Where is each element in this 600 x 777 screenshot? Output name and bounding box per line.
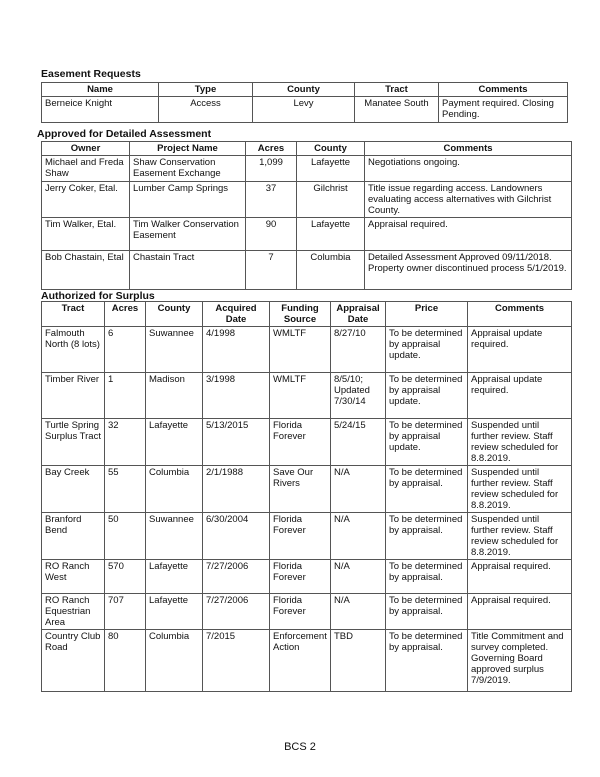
- approved-cell: Shaw Conservation Easement Exchange: [130, 156, 246, 182]
- surplus-cell: Florida Forever: [270, 594, 331, 630]
- approved-cell: 90: [246, 218, 297, 251]
- surplus-cell: Columbia: [146, 630, 203, 692]
- easement-cell: Payment required. Closing Pending.: [439, 97, 568, 123]
- surplus-cell: WMLTF: [270, 327, 331, 373]
- surplus-cell: Appraisal update required.: [468, 373, 572, 419]
- surplus-cell: 80: [105, 630, 146, 692]
- table-row: [42, 630, 572, 692]
- approved-cell: Detailed Assessment Approved 09/11/2018. Property owner discontinued process 5/1/2019.: [365, 251, 572, 290]
- surplus-cell: Florida Forever: [270, 513, 331, 560]
- surplus-cell: Timber River: [42, 373, 105, 419]
- approved-cell: Negotiations ongoing.: [365, 156, 572, 182]
- surplus-cell: To be determined by appraisal.: [386, 560, 468, 594]
- approved-cell: 37: [246, 182, 297, 218]
- approved-cell: Chastain Tract: [130, 251, 246, 290]
- surplus-cell: Suspended until further review. Staff review scheduled for 8.8.2019.: [468, 513, 572, 560]
- easement-requests-table: [41, 82, 568, 123]
- surplus-cell: 6/30/2004: [203, 513, 270, 560]
- easement-header-0: Name: [42, 83, 159, 97]
- surplus-cell: To be determined by appraisal update.: [386, 327, 468, 373]
- page-footer: BCS 2: [284, 741, 316, 753]
- table-row: [42, 218, 572, 251]
- authorized-surplus-table: [41, 301, 572, 692]
- surplus-cell: 8/27/10: [331, 327, 386, 373]
- surplus-cell: Suspended until further review. Staff review scheduled for 8.8.2019.: [468, 466, 572, 513]
- surplus-cell: Florida Forever: [270, 419, 331, 466]
- surplus-cell: 5/24/15: [331, 419, 386, 466]
- surplus-cell: Enforcement Action: [270, 630, 331, 692]
- approved-cell: 1,099: [246, 156, 297, 182]
- surplus-cell: Columbia: [146, 466, 203, 513]
- surplus-cell: 5/13/2015: [203, 419, 270, 466]
- easement-header-row: [42, 83, 568, 97]
- surplus-cell: Lafayette: [146, 594, 203, 630]
- surplus-cell: Turtle Spring Surplus Tract: [42, 419, 105, 466]
- surplus-cell: Appraisal update required.: [468, 327, 572, 373]
- approved-cell: Gilchrist: [297, 182, 365, 218]
- approved-cell: 7: [246, 251, 297, 290]
- surplus-cell: To be determined by appraisal.: [386, 466, 468, 513]
- approved-cell: Appraisal required.: [365, 218, 572, 251]
- approved-cell: Bob Chastain, Etal: [42, 251, 130, 290]
- surplus-cell: N/A: [331, 560, 386, 594]
- table-row: [42, 513, 572, 560]
- surplus-header-6: Price: [386, 302, 468, 327]
- table-row: [42, 560, 572, 594]
- surplus-cell: Suspended until further review. Staff review scheduled for 8.8.2019.: [468, 419, 572, 466]
- easement-cell: Berneice Knight: [42, 97, 159, 123]
- surplus-header-4: Funding Source: [270, 302, 331, 327]
- surplus-cell: 7/27/2006: [203, 594, 270, 630]
- surplus-cell: Country Club Road: [42, 630, 105, 692]
- approved-cell: Title issue regarding access. Landowners evaluating access alternatives with Gilchrist County.: [365, 182, 572, 218]
- approved-cell: Tim Walker, Etal.: [42, 218, 130, 251]
- surplus-cell: N/A: [331, 466, 386, 513]
- surplus-header-1: Acres: [105, 302, 146, 327]
- surplus-cell: RO Ranch West: [42, 560, 105, 594]
- easement-cell: Manatee South: [355, 97, 439, 123]
- surplus-cell: 8/5/10; Updated 7/30/14: [331, 373, 386, 419]
- easement-header-1: Type: [159, 83, 253, 97]
- surplus-cell: N/A: [331, 594, 386, 630]
- authorized-surplus-title: Authorized for Surplus: [41, 290, 155, 302]
- easement-header-4: Comments: [439, 83, 568, 97]
- approved-cell: Lumber Camp Springs: [130, 182, 246, 218]
- surplus-cell: Title Commitment and survey completed. Governing Board approved surplus 7/9/2019.: [468, 630, 572, 692]
- surplus-cell: Suwannee: [146, 513, 203, 560]
- approved-header-1: Project Name: [130, 142, 246, 156]
- surplus-header-3: Acquired Date: [203, 302, 270, 327]
- surplus-cell: 1: [105, 373, 146, 419]
- approved-header-row: [42, 142, 572, 156]
- surplus-cell: TBD: [331, 630, 386, 692]
- surplus-cell: 7/2015: [203, 630, 270, 692]
- surplus-cell: Appraisal required.: [468, 594, 572, 630]
- surplus-cell: 4/1998: [203, 327, 270, 373]
- table-row: [42, 182, 572, 218]
- surplus-cell: Appraisal required.: [468, 560, 572, 594]
- table-row: [42, 466, 572, 513]
- surplus-cell: 2/1/1988: [203, 466, 270, 513]
- surplus-cell: WMLTF: [270, 373, 331, 419]
- approved-header-3: County: [297, 142, 365, 156]
- surplus-cell: Lafayette: [146, 419, 203, 466]
- approved-cell: Michael and Freda Shaw: [42, 156, 130, 182]
- approved-assessment-title: Approved for Detailed Assessment: [37, 128, 212, 140]
- surplus-header-5: Appraisal Date: [331, 302, 386, 327]
- approved-header-4: Comments: [365, 142, 572, 156]
- surplus-cell: 32: [105, 419, 146, 466]
- surplus-cell: Lafayette: [146, 560, 203, 594]
- table-row: [42, 251, 572, 290]
- surplus-header-7: Comments: [468, 302, 572, 327]
- approved-cell: Lafayette: [297, 218, 365, 251]
- approved-header-2: Acres: [246, 142, 297, 156]
- surplus-cell: 570: [105, 560, 146, 594]
- surplus-cell: To be determined by appraisal.: [386, 630, 468, 692]
- surplus-cell: RO Ranch Equestrian Area: [42, 594, 105, 630]
- surplus-cell: 55: [105, 466, 146, 513]
- table-row: [42, 419, 572, 466]
- surplus-cell: N/A: [331, 513, 386, 560]
- easement-requests-title: Easement Requests: [41, 68, 141, 80]
- surplus-cell: Suwannee: [146, 327, 203, 373]
- surplus-cell: To be determined by appraisal.: [386, 513, 468, 560]
- table-row: [42, 327, 572, 373]
- surplus-cell: 6: [105, 327, 146, 373]
- surplus-cell: Save Our Rivers: [270, 466, 331, 513]
- table-row: [42, 594, 572, 630]
- surplus-cell: 50: [105, 513, 146, 560]
- approved-cell: Lafayette: [297, 156, 365, 182]
- surplus-cell: To be determined by appraisal.: [386, 594, 468, 630]
- surplus-cell: Bay Creek: [42, 466, 105, 513]
- approved-header-0: Owner: [42, 142, 130, 156]
- surplus-cell: To be determined by appraisal update.: [386, 419, 468, 466]
- surplus-cell: 3/1998: [203, 373, 270, 419]
- surplus-cell: 707: [105, 594, 146, 630]
- table-row: [42, 97, 568, 123]
- approved-cell: Tim Walker Conservation Easement: [130, 218, 246, 251]
- approved-cell: Jerry Coker, Etal.: [42, 182, 130, 218]
- surplus-header-2: County: [146, 302, 203, 327]
- surplus-header-0: Tract: [42, 302, 105, 327]
- approved-cell: Columbia: [297, 251, 365, 290]
- surplus-cell: Branford Bend: [42, 513, 105, 560]
- surplus-header-row: [42, 302, 572, 327]
- easement-header-2: County: [253, 83, 355, 97]
- surplus-cell: Florida Forever: [270, 560, 331, 594]
- easement-header-3: Tract: [355, 83, 439, 97]
- table-row: [42, 156, 572, 182]
- surplus-cell: To be determined by appraisal update.: [386, 373, 468, 419]
- approved-assessment-table: [41, 141, 572, 290]
- surplus-cell: 7/27/2006: [203, 560, 270, 594]
- easement-cell: Levy: [253, 97, 355, 123]
- surplus-cell: Falmouth North (8 lots): [42, 327, 105, 373]
- table-row: [42, 373, 572, 419]
- surplus-cell: Madison: [146, 373, 203, 419]
- easement-cell: Access: [159, 97, 253, 123]
